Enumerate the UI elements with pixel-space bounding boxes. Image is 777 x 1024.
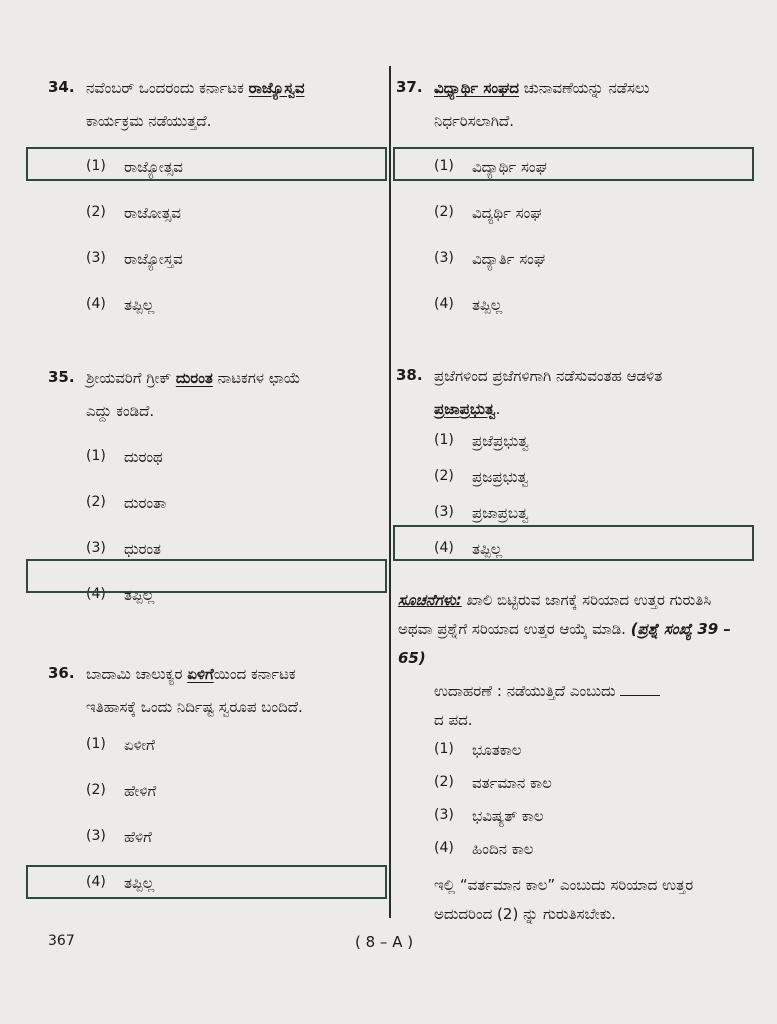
option-number: (1) <box>86 448 106 464</box>
question-keyword: ಪ್ರಜಾಪ್ರಭುತ್ವ <box>434 400 496 418</box>
question-text-post: ಎದ್ದು ಕಂಡಿದೆ. <box>86 402 155 420</box>
option-number: (1) <box>434 741 454 757</box>
question-number: 36. <box>48 664 75 682</box>
paper-code: 367 <box>48 933 75 949</box>
option-2[interactable] <box>48 192 384 238</box>
option-text: ವಿದ್ಯರ್ಥಿ ಸಂಘ <box>472 204 542 222</box>
option-number: (4) <box>86 874 106 890</box>
instructions-text: ಖಾಲಿ ಬಿಟ್ಟಿರುವ ಜಾಗಕ್ಕೆ ಸರಿಯಾದ ಉತ್ತರ ಗುರುತಿಸಿ ಅಥವಾ ಪ್ರಶ್ನೆಗೆ ಸರಿಯಾದ ಉತ್ತರ ಆಯ್ಕೆ ಮಾಡಿ. <box>398 591 712 638</box>
option-number: (3) <box>86 250 106 266</box>
example-text: ಉದಾಹರಣೆ : ನಡೆಯುತ್ತಿದೆ ಎಂಬುದು <box>434 682 616 700</box>
option-number: (1) <box>86 158 106 174</box>
option-text: ರಾಜೋತ್ಸವ <box>124 204 181 222</box>
left-column <box>48 72 384 908</box>
option-number: (4) <box>86 296 106 312</box>
question-number: 38. <box>396 366 423 384</box>
example-option-1 <box>396 735 748 768</box>
question-text-pre: ಪ್ರಜೆಗಳಿಂದ ಪ್ರಜೆಗಳಿಗಾಗಿ ನಡೆಸುವಂತಹ ಆಡಳಿತ <box>434 367 663 385</box>
option-number: (3) <box>434 504 454 520</box>
option-2[interactable] <box>396 462 748 498</box>
option-1[interactable] <box>396 426 748 462</box>
option-text: ಪ್ರಜೆಪ್ರಭುತ್ವ <box>472 432 529 450</box>
question-37 <box>396 72 748 330</box>
option-text: ಭವಿಷ್ಯತ್ ಕಾಲ <box>472 807 544 825</box>
example-option-3 <box>396 801 748 834</box>
option-text: ಪ್ರಜಾಪ್ರಬತ್ವ <box>472 504 529 522</box>
option-3[interactable] <box>48 238 384 284</box>
option-text: ತಪ್ಪಿಲ್ಲ <box>472 296 503 314</box>
option-text: ತಪ್ಪಿಲ್ಲ <box>124 586 155 604</box>
option-text: ತಪ್ಪಿಲ್ಲ <box>472 540 503 558</box>
option-text: ವರ್ತಮಾನ ಕಾಲ <box>472 774 552 792</box>
instructions <box>398 586 748 673</box>
example-option-2 <box>396 768 748 801</box>
option-4[interactable] <box>48 284 384 330</box>
question-text <box>86 658 384 724</box>
question-keyword: ರಾಜ್ಯೊಸ್ವವ <box>248 79 305 97</box>
question-text-post: . <box>495 400 501 418</box>
option-text: ವಿದ್ಯಾರ್ಥಿ ಸಂಘ <box>472 158 547 176</box>
option-number: (2) <box>434 468 454 484</box>
option-number: (4) <box>86 586 106 602</box>
example-option-4 <box>396 834 748 867</box>
option-number: (4) <box>434 296 454 312</box>
option-number: (1) <box>86 736 106 752</box>
option-number: (2) <box>434 204 454 220</box>
question-text-post: ನಿರ್ಧರಿಸಲಾಗಿದೆ. <box>434 112 514 130</box>
option-number: (1) <box>434 432 454 448</box>
question-keyword: ದುರಂತ <box>175 369 213 387</box>
option-text: ರಾಜ್ಯೋಸ್ತವ <box>124 250 183 268</box>
option-1[interactable] <box>48 436 384 482</box>
option-number: (2) <box>434 774 454 790</box>
option-number: (1) <box>434 158 454 174</box>
question-text-post: ಇತಿಹಾಸಕ್ಕೆ ಒಂದು ನಿರ್ದಿಷ್ಟ ಸ್ವರೂಪ ಬಂದಿದೆ. <box>86 698 303 716</box>
answer-box-q34 <box>26 147 387 181</box>
question-text-pre: ಬಾದಾಮಿ ಚಾಲುಕ್ಯರ <box>86 665 188 683</box>
option-number: (3) <box>434 807 454 823</box>
question-keyword: ಏಳಿಗೆ <box>187 665 214 683</box>
option-text: ದುರಂತಾ <box>124 494 167 512</box>
option-2[interactable] <box>48 482 384 528</box>
question-34 <box>48 72 384 330</box>
option-text: ಹೇಳಿಗೆ <box>124 782 157 800</box>
column-divider <box>389 66 391 918</box>
question-number: 35. <box>48 368 75 386</box>
option-number: (3) <box>86 540 106 556</box>
question-number: 34. <box>48 78 75 96</box>
option-number: (2) <box>86 782 106 798</box>
instructions-label: ಸೂಚನೆಗಳು: <box>398 591 462 609</box>
question-text-pre: ಶ್ರೀಯವರಿಗೆ ಗ್ರೀಕ್ <box>86 369 176 387</box>
option-text: ಹೆಳಿಗೆ <box>124 828 152 846</box>
question-number: 37. <box>396 78 423 96</box>
example-blank <box>620 681 660 696</box>
option-number: (3) <box>434 250 454 266</box>
question-text <box>86 72 384 138</box>
option-number: (2) <box>86 204 106 220</box>
option-text: ತಪ್ಪಿಲ್ಲ <box>124 296 155 314</box>
option-4[interactable] <box>396 284 748 330</box>
option-text: ಹಿಂದಿನ ಕಾಲ <box>472 840 534 858</box>
page-number: ( 8 – A ) <box>355 933 414 951</box>
question-text <box>434 72 748 138</box>
question-text-mid: ಯಿಂದ ಕರ್ನಾಟಕ <box>213 665 296 683</box>
answer-box-q35 <box>26 559 387 593</box>
answer-box-q37 <box>393 147 754 181</box>
question-text-pre: ನವೆಂಬರ್ ಒಂದರಂದು ಕರ್ನಾಟಕ <box>86 79 249 97</box>
option-number: (3) <box>86 828 106 844</box>
example <box>434 677 748 735</box>
option-text: ಭೂತಕಾಲ <box>472 741 522 759</box>
option-2[interactable] <box>396 192 748 238</box>
answer-box-q38 <box>393 525 754 561</box>
option-text: ತಪ್ಪಿಲ್ಲ <box>124 874 155 892</box>
option-1[interactable] <box>48 724 384 770</box>
question-text-mid: ಚುನಾವಣೆಯನ್ನು ನಡೆಸಲು <box>518 79 650 97</box>
example-text-post: ದ ಪದ. <box>434 711 473 729</box>
option-text: ದುರಂಥ <box>124 448 163 466</box>
option-2[interactable] <box>48 770 384 816</box>
option-text: ಧುರಂತ <box>124 540 161 558</box>
question-keyword: ವಿಧ್ಯಾರ್ಥಿ ಸಂಘದ <box>434 79 519 97</box>
question-text-mid: ನಾಟಕಗಳ ಛಾಯೆ <box>212 369 301 387</box>
question-text-post: ಕಾರ್ಯಕ್ರಮ ನಡೆಯುತ್ತದೆ. <box>86 112 212 130</box>
question-text <box>86 362 384 428</box>
option-text: ಏಳೀಗೆ <box>124 736 155 754</box>
option-text: ಪ್ರಜಪ್ರಭುತ್ವ <box>472 468 529 486</box>
option-3[interactable] <box>396 238 748 284</box>
option-number: (2) <box>86 494 106 510</box>
question-range: (ಪ್ರಶ್ನೆ ಸಂಖ್ಯೆ 39 – 65) <box>398 620 731 667</box>
option-number: (4) <box>434 540 454 556</box>
example-explanation: ಇಲ್ಲಿ “ವರ್ತಮಾನ ಕಾಲ” ಎಂಬುದು ಸರಿಯಾದ ಉತ್ತರ ಅದುದರಿಂದ (2) ನ್ನು ಗುರುತಿಸಬೇಕು. <box>434 876 694 923</box>
option-text: ವಿದ್ಯಾರ್ತಿ ಸಂಘ <box>472 250 546 268</box>
option-3[interactable] <box>48 816 384 862</box>
question-text <box>434 360 748 426</box>
option-text: ರಾಜ್ಯೋತ್ಸವ <box>124 158 183 176</box>
option-number: (4) <box>434 840 454 856</box>
answer-box-q36 <box>26 865 387 899</box>
right-column <box>396 72 748 929</box>
